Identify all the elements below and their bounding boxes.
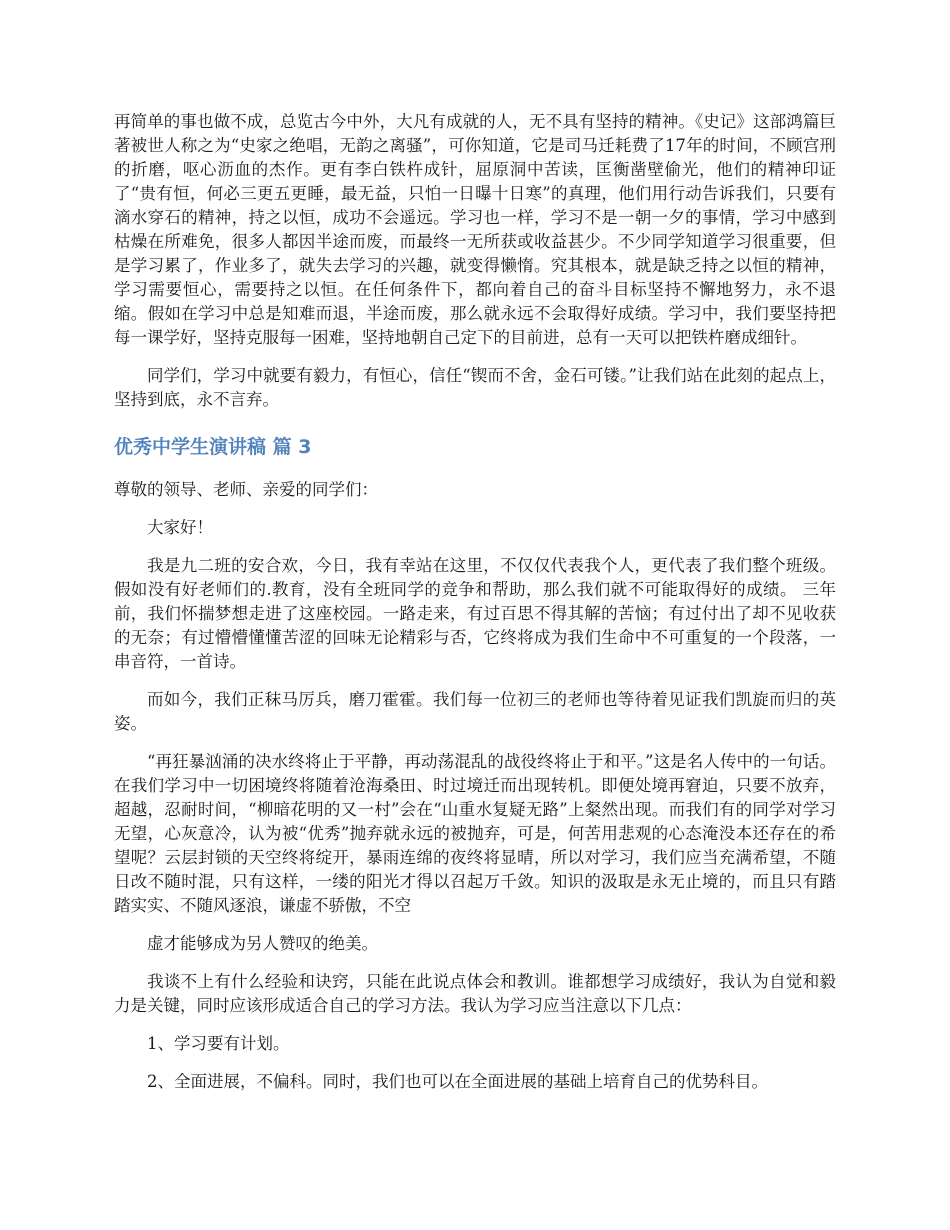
body-paragraph: 大家好！: [147, 518, 213, 537]
body-paragraph: 而如今，我们正秣马厉兵，磨刀霍霍。我们每一位初三的老师也等待着见证我们凯旋而归的英姿。: [114, 690, 836, 733]
body-paragraph: 我谈不上有什么经验和诀窍，只能在此说点体会和教训。谁都想学习成绩好，我认为自觉和毅力是关键，同时应该形成适合自己的学习方法。我认为学习应当注意以下几点：: [114, 972, 836, 1015]
list-item: 2、全面进展，不偏科。同时，我们也可以在全面进展的基础上培育自己的优势科目。: [147, 1072, 768, 1091]
body-paragraph: 再简单的事也做不成，总览古今中外，大凡有成就的人，无不具有坚持的精神。《史记》这部鸿篇巨著被世人称之为“史家之绝唱，无韵之离骚”，可你知道，它是司马迁耗费了17年的时间，不顾宫刑的折磨，呕心沥血的杰作。更有李白铁杵成针，屈原洞中苦读，匡衡凿壁偷光，他们的精神印证了“贵有恒，何必三更五更睡，最无益，只怕一日曝十日寒”的真理，他们用行动告诉我们，只要有滴水穿石的精神，持之以恒，成功不会遥远。学习也一样，学习不是一朝一夕的事情，学习中感到枯燥在所难免，很多人都因半途而废，而最终一无所获或收益甚少。不少同学知道学习很重要，但是学习累了，作业多了，就失去学习的兴趣，就变得懒惰。究其根本，就是缺乏持之以恒的精神，学习需要恒心，需要持之以恒。在任何条件下，都向着自己的奋斗目标坚持不懈地努力，永不退缩。假如在学习中总是知难而退，半途而废，那么就永远不会取得好成绩。学习中，我们要坚持把每一课学好，坚持克服每一困难，坚持地朝自己定下的目前进，总有一天可以把铁杵磨成细针。: [114, 112, 836, 347]
salutation: 尊敬的领导、老师、亲爱的同学们：: [114, 480, 378, 499]
section-heading: 优秀中学生演讲稿 篇 3: [114, 436, 312, 458]
body-paragraph: “再狂暴汹涌的决水终将止于平静，再动荡混乱的战役终将止于和平。”这是名人传中的一句话。在我们学习中一切困境终将随着沧海桑田、时过境迁而出现转机。即便处境再窘迫，只要不放弃，超越，忍耐时间，“柳暗花明的又一村”会在“山重水复疑无路”上粲然出现。而我们有的同学对学习无望，心灰意冷，认为被“优秀”抛弃就永远的被抛弃，可是，何苦用悲观的心态淹没本还存在的希望呢？云层封锁的天空终将绽开，暴雨连绵的夜终将显晴，所以对学习，我们应当充满希望，不随日改不随时混，只有这样，一缕的阳光才得以召起万千敛。知识的汲取是永无止境的，而且只有踏踏实实、不随风逐浪，谦虚不骄傲，不空: [114, 752, 836, 915]
list-item: 1、学习要有计划。: [147, 1034, 290, 1053]
body-paragraph: 同学们，学习中就要有毅力，有恒心，信任“锲而不舍，金石可镂。”让我们站在此刻的起点上，坚持到底，永不言弃。: [114, 366, 836, 409]
body-paragraph: 我是九二班的安合欢，今日，我有幸站在这里，不仅仅代表我个人，更代表了我们整个班级。假如没有好老师们的.教育，没有全班同学的竞争和帮助，那么我们就不可能取得好的成绩。 三年前，我们怀揣梦想走进了这座校园。一路走来，有过百思不得其解的苦恼；有过付出了却不见收获的无奈；有过懵懵懂懂苦涩的回味无论精彩与否，它终将成为我们生命中不可重复的一个段落，一串音符，一首诗。: [114, 556, 836, 671]
body-paragraph: 虚才能够成为另人赞叹的绝美。: [147, 934, 378, 953]
